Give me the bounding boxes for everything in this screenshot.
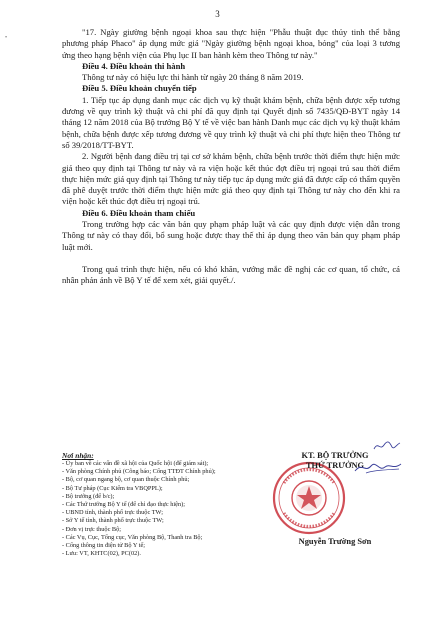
- recipients-block: [62, 451, 272, 558]
- recipient-item: - Bộ, cơ quan ngang bộ, cơ quan thuộc Chính phủ;: [62, 476, 190, 484]
- paragraph-reference: Trong trường hợp các văn bản quy phạm pháp luật và các quy định được viện dẫn trong Thông tư này có thay đổi, bổ sung hoặc được thay thế thì áp dụng theo văn bản quy phạm pháp luật mới.: [62, 219, 400, 252]
- heading-article-5: Điều 5. Điều khoản chuyển tiếp: [82, 83, 197, 94]
- paragraph-transition-2: 2. Người bệnh đang điều trị tại cơ sở khám bệnh, chữa bệnh trước thời điểm thực hiện mức giá theo quy định tại Thông tư này và ra viện hoặc kết thúc đợt điều trị ngoại trú sau thời điểm thực hiện mức giá quy định tại Thông tư này tiếp tục áp dụng mức giá đã được cấp có thẩm quyền đã phê duyệt trước thời điểm thực hiện mức giá theo quy định tại Thông tư này cho đến khi ra viện hoặc kết thúc đợt điều trị ngoại trú.: [62, 151, 400, 207]
- recipient-item: - Đơn vị trực thuộc Bộ;: [62, 525, 122, 533]
- signature-title-line2: THỨ TRƯỞNG: [305, 461, 365, 471]
- paragraph-transition-1: 1. Tiếp tục áp dụng danh mục các dịch vụ kỹ thuật khám bệnh, chữa bệnh được xếp tương đương về quy trình kỹ thuật và chi phí đã quy định tại Quyết định số 7435/QĐ-BYT ngày 14 tháng 12 năm 2018 của Bộ trưởng Bộ Y tế về việc ban hành Danh mục các dịch vụ kỹ thuật khám bệnh, chữa bệnh được xếp tương đương về quy trình kỹ thuật và chi phí thực hiện theo Thông tư số 39/2018/TT-BYT.: [62, 94, 400, 150]
- recipient-item: - Bộ trưởng (để b/c);: [62, 492, 115, 500]
- paragraph-gap: [62, 253, 400, 264]
- official-seal-stamp: [272, 461, 346, 535]
- recipients-label: Nơi nhận:: [62, 451, 94, 460]
- handwritten-signature: [352, 458, 404, 476]
- heading-article-6: Điều 6. Điều khoản tham chiếu: [82, 207, 196, 218]
- paragraph-item-17: "17. Ngày giường bệnh ngoại khoa sau thực hiện "Phẫu thuật đục thủy tinh thể bằng phương pháp Phaco" áp dụng mức giá "Ngày giường bệnh ngoại khoa, bỏng" của loại 3 tương ứng theo hạng bệnh viện của Phụ lục II ban hành kèm theo Thông tư này.": [62, 27, 400, 60]
- recipient-item: - Ủy ban về các vấn đề xã hội của Quốc hội (để giám sát);: [62, 460, 209, 467]
- recipient-item: - Bộ Tư pháp (Cục Kiểm tra VBQPPL);: [62, 484, 163, 492]
- recipient-item: - Sở Y tế tỉnh, thành phố trực thuộc TW;: [62, 517, 164, 525]
- signature-title-line1: KT. BỘ TRƯỞNG: [301, 451, 369, 460]
- page-number: 3: [215, 9, 220, 19]
- recipient-item: - Các Vụ, Cục, Tổng cục, Văn phòng Bộ, Thanh tra Bộ;: [62, 533, 203, 541]
- initials-mark: [372, 439, 402, 453]
- recipient-item: - UBND tỉnh, thành phố trực thuộc TW;: [62, 509, 163, 517]
- signer-name: Nguyễn Trường Sơn: [298, 537, 372, 546]
- recipient-item: - Lưu: VT, KHTC(02), PC(02).: [62, 550, 141, 558]
- recipient-item: - Văn phòng Chính phủ (Công báo; Cổng TTĐT Chính phủ);: [62, 468, 216, 476]
- scan-edge-mark: •: [5, 35, 8, 41]
- signature-block: [260, 451, 410, 551]
- paragraph-effective-date: Thông tư này có hiệu lực thi hành từ ngày 20 tháng 8 năm 2019.: [82, 72, 304, 83]
- document-body: [62, 27, 400, 287]
- recipient-item: - Cổng thông tin điện tử Bộ Y tế;: [62, 542, 146, 550]
- paragraph-closing: Trong quá trình thực hiện, nếu có khó khăn, vướng mắc đề nghị các cơ quan, tổ chức, cá nhân phản ánh về Bộ Y tế để xem xét, giải quyết./.: [62, 263, 400, 286]
- recipient-item: - Các Thứ trưởng Bộ Y tế (để chỉ đạo thực hiện);: [62, 501, 185, 509]
- heading-article-4: Điều 4. Điều khoản thi hành: [82, 60, 186, 71]
